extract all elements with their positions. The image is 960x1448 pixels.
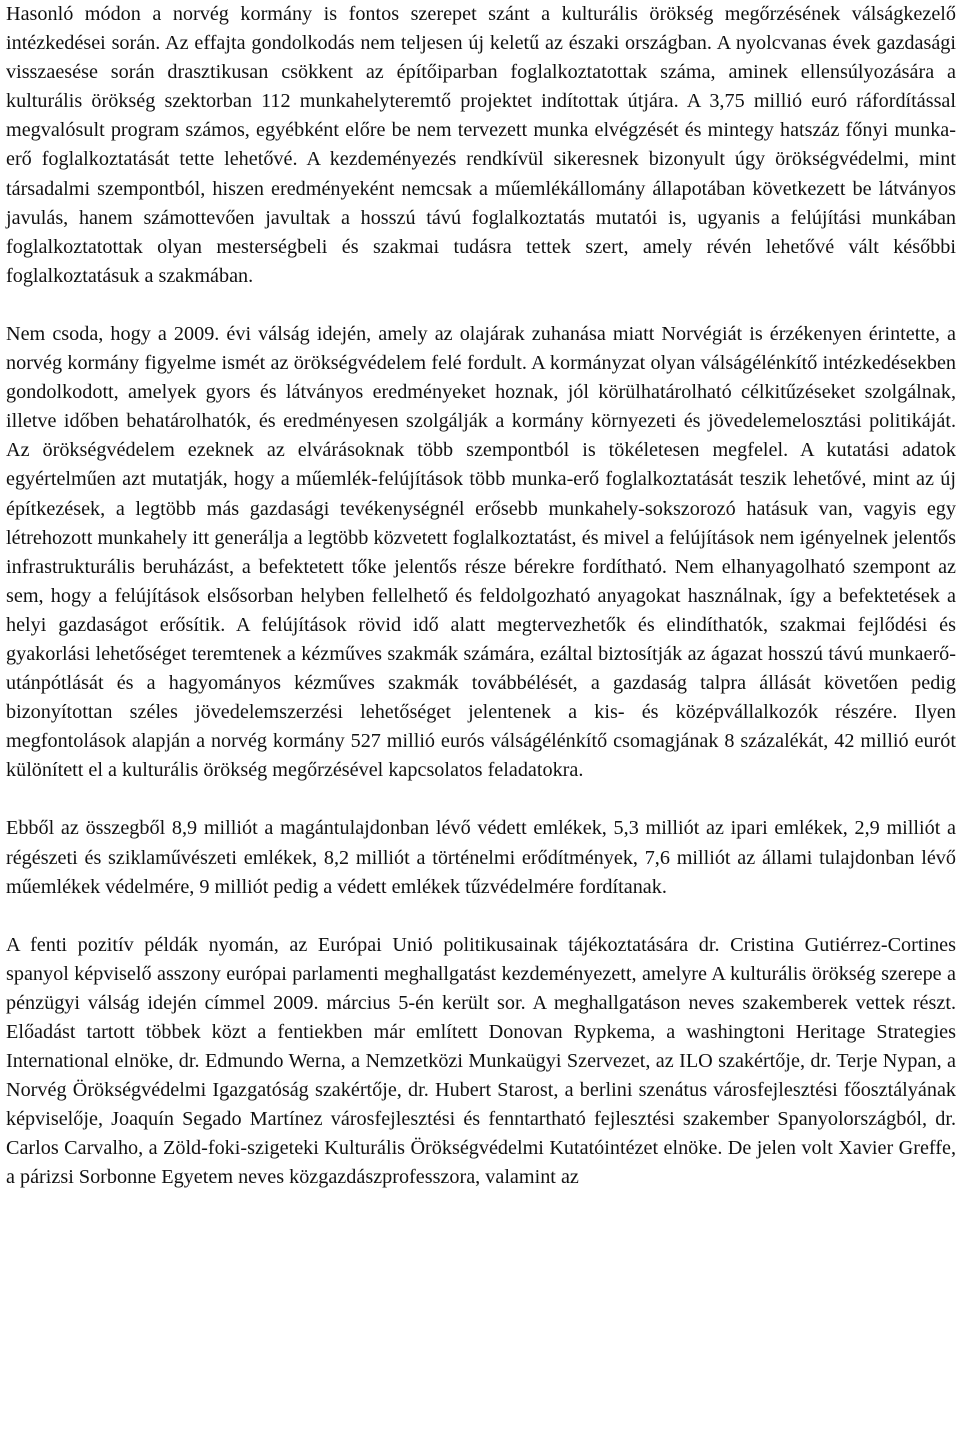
paragraph-1: Hasonló módon a norvég kormány is fontos szerepet szánt a kulturális örökség megőrzésének válságkezelő intézkedései során. Az effajta gondolkodás nem teljesen új keletű az északi országban. A nyolcvanas évek gazdasági visszaesése során drasztikusan csökkent az építőiparban foglalkoztatottak száma, aminek ellensúlyozására a kulturális örökség szektorban 112 munkahelyteremtő projektet indítottak útjára. A 3,75 millió euró ráfordítással megvalósult program számos, egyébként előre be nem tervezett munka elvégzését és mintegy hatszáz főnyi munka-erő foglalkoztatását tette lehetővé. A kezdeményezés rendkívül sikeresnek bizonyult úgy örökségvédelmi, mint társadalmi szempontból, hiszen eredményeként nemcsak a műemlékállomány állapotában következett be látványos javulás, hanem számottevően javultak a hosszú távú foglalkoztatás mutatói is, ugyanis a felújítási munkában foglalkoztatottak olyan mesterségbeli és szakmai tudásra tettek szert, amely révén lehetővé vált későbbi foglalkoztatásuk a szakmában. (6, 3, 956, 287)
document-body (6, 0, 956, 1193)
paragraph-2: Nem csoda, hogy a 2009. évi válság idején, amely az olajárak zuhanása miatt Norvégiát is érzékenyen érintette, a norvég kormány figyelme ismét az örökségvédelem felé fordult. A kormányzat olyan válságélénkítő intézkedésekben gondolkodott, amelyek gyors és látványos eredményeket hoznak, jól körülhatárolható célkitűzéseket szolgálnak, illetve időben behatárolhatók, és eredményesen szolgálják a kormány környezeti és jövedelemelosztási politikáját. Az örökségvédelem ezeknek az elvárásoknak több szempontból is tökéletesen megfelel. A kutatási adatok egyértelműen azt mutatják, hogy a műemlék-felújítások több munka-erő foglalkoztatását teszik lehetővé, mint az új építkezések, a legtöbb más gazdasági tevékenységnél erősebb munkahely-sokszorozó hatásuk van, vagyis egy létrehozott munkahely itt generálja a legtöbb közvetett foglalkoztatást, és mivel a felújítások nem igényelnek jelentős infrastrukturális beruházást, a befektetett tőke jelentős része bérekre fordítható. Nem elhanyagolható szempont az sem, hogy a felújítások elsősorban helyben fellelhető és feldolgozható anyagokat használnak, így a befektetések a helyi gazdaságot erősítik. A felújítások rövid idő alatt megtervezhetők és elindíthatók, szakmai fejlődési és gyakorlási lehetőséget teremtenek a kézműves szakmák számára, ezáltal biztosítják az ágazat hosszú távú munkaerő-utánpótlását és a hagyományos kézműves szakmák továbbélését, a gazdaság talpra állását követően pedig bizonyítottan széles jövedelemszerzési lehetőséget jelentenek a kis- és középvállalkozók részére. Ilyen megfontolások alapján a norvég kormány 527 millió eurós válságélénkítő csomagjának 8 százalékát, 42 millió eurót különített el a kulturális örökség megőrzésével kapcsolatos feladatokra. (6, 322, 956, 782)
paragraph-4: A fenti pozitív példák nyomán, az Európai Unió politikusainak tájékoztatására dr. Cristina Gutiérrez-Cortines spanyol képviselő asszony európai parlamenti meghallgatást kezdeményezett, amelyre A kulturális örökség szerepe a pénzügyi válság idején címmel 2009. március 5-én került sor. A meghallgatáson neves szakemberek vettek részt. Előadást tartott többek közt a fentiekben már említett Donovan Rypkema, a washingtoni Heritage Strategies International elnöke, dr. Edmundo Werna, a Nemzetközi Munkaügyi Szervezet, az ILO szakértője, dr. Terje Nypan, a Norvég Örökségvédelmi Igazgatóság szakértője, dr. Hubert Starost, a berlini szenátus városfejlesztési főosztályának képviselője, Joaquín Segado Martínez városfejlesztési és fenntartható fejlesztési szakember Spanyolországból, dr. Carlos Carvalho, a Zöld-foki-szigeteki Kulturális Örökségvédelmi Kutatóintézet elnöke. De jelen volt Xavier Greffe, a párizsi Sorbonne Egyetem neves közgazdászprofesszora, valamint az (6, 933, 956, 1189)
paragraph-3: Ebből az összegből 8,9 milliót a magántulajdonban lévő védett emlékek, 5,3 milliót az ipari emlékek, 2,9 milliót a régészeti és sziklaművészeti emlékek, 8,2 milliót a történelmi erődítmények, 7,6 milliót az állami tulajdonban lévő műemlékek védelmére, 9 milliót pedig a védett emlékek tűzvédelmére fordítanak. (6, 817, 956, 898)
